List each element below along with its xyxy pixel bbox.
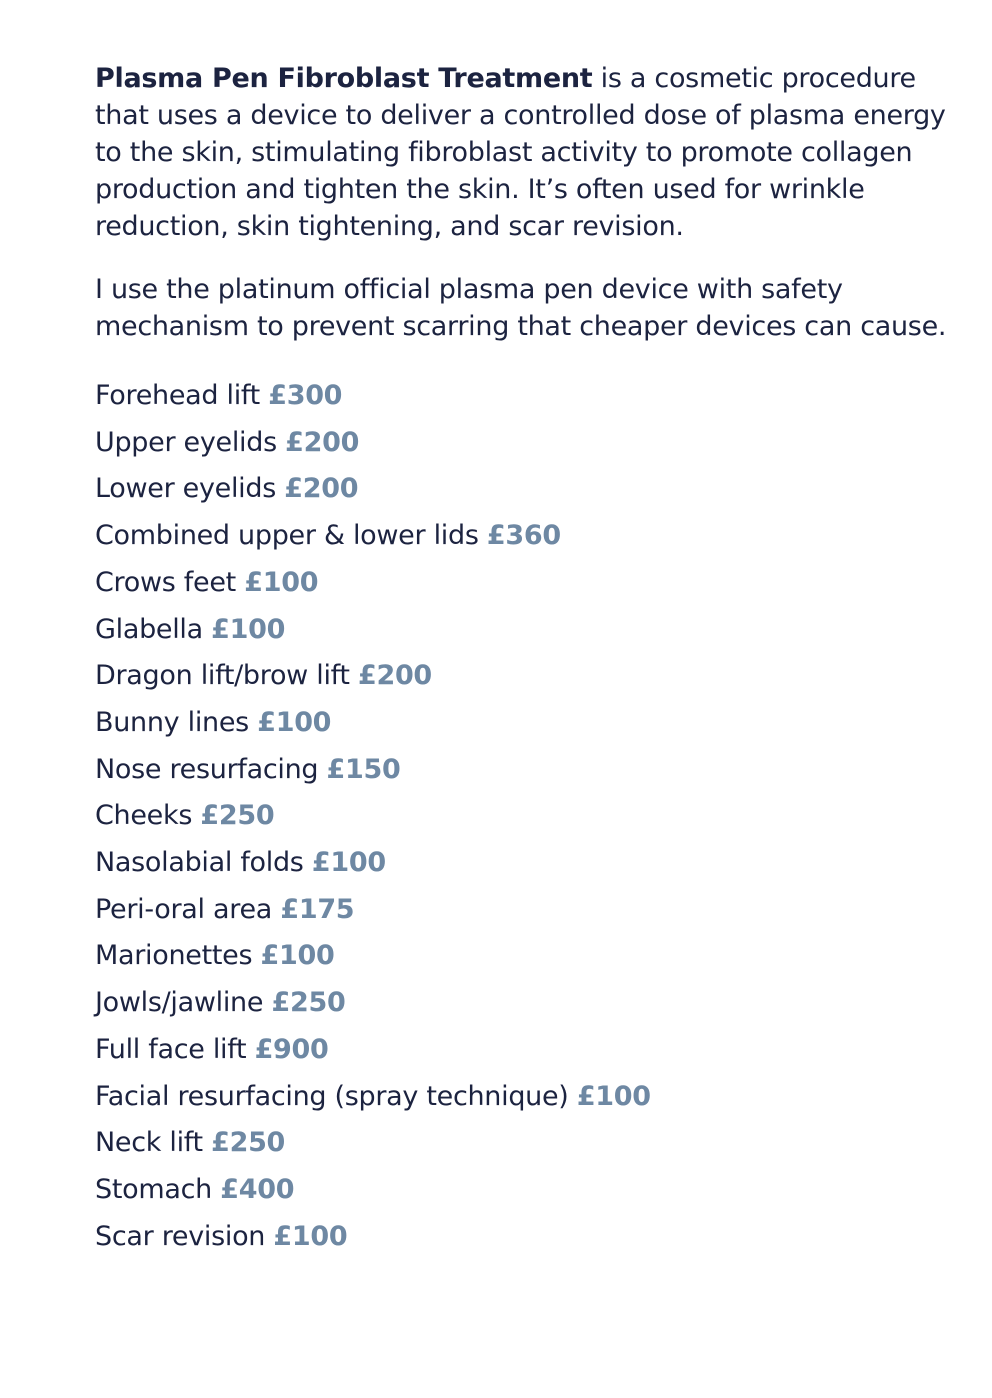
treatment-name: Cheeks [95,800,193,832]
treatment-name: Jowls/jawline [95,987,264,1019]
treatment-name: Dragon lift/brow lift [95,660,350,692]
treatment-price: £175 [280,893,355,925]
treatment-price: £250 [211,1127,286,1159]
price-list-item [95,747,955,794]
price-list-item [95,840,955,887]
price-list-item [95,700,955,747]
treatment-price: £300 [268,380,343,411]
treatment-price: £100 [244,566,319,598]
treatment-price: £200 [284,473,359,505]
treatment-price: £200 [285,426,360,458]
price-list-item [95,1120,955,1167]
price-list-item [95,1027,955,1074]
treatment-name: Lower eyelids [95,473,276,505]
price-list-item [95,560,955,607]
price-list [95,373,955,1260]
treatment-name: Upper eyelids [95,426,277,458]
treatment-price: £100 [576,1080,651,1112]
price-list-item [95,1167,955,1214]
document-page [95,60,955,1260]
treatment-price: £900 [254,1033,329,1065]
intro-body: is a cosmetic procedure that uses a device to deliver a controlled dose of plasma energy to the skin, stimulating fibroblast activity to promote collagen production and tighten the skin. It’s often used for wrinkle reduction, skin tightening, and scar revision. [95,63,946,242]
treatment-name: Scar revision [95,1220,266,1252]
treatment-name: Nose resurfacing [95,753,319,785]
treatment-name: Nasolabial folds [95,847,304,879]
treatment-price: £360 [486,520,561,552]
price-list-item [95,1214,955,1261]
price-list-item [95,513,955,560]
treatment-name: Stomach [95,1173,212,1205]
treatment-price: £250 [271,987,346,1019]
price-list-item [95,933,955,980]
treatment-name: Full face lift [95,1033,247,1065]
treatment-price: £100 [273,1220,348,1252]
treatment-name: Peri-oral area [95,893,273,925]
treatment-price: £150 [326,753,401,785]
price-list-item [95,373,955,420]
treatment-price: £400 [220,1173,295,1205]
treatment-price: £100 [211,613,286,645]
treatment-name: Glabella [95,613,203,645]
price-list-item [95,887,955,934]
treatment-price: £100 [257,706,332,738]
treatment-title: Plasma Pen Fibroblast Treatment [95,63,593,94]
price-list-item [95,420,955,467]
treatment-name: Marionettes [95,940,253,972]
device-note: I use the platinum official plasma pen device with safety mechanism to prevent scarring that cheaper devices can cause. [95,274,947,342]
intro-paragraph [95,60,955,245]
treatment-price: £100 [311,847,386,879]
price-list-item [95,1074,955,1121]
price-list-item [95,793,955,840]
treatment-price: £100 [260,940,335,972]
treatment-name: Facial resurfacing (spray technique) [95,1080,569,1112]
price-list-item [95,980,955,1027]
treatment-name: Bunny lines [95,706,249,738]
treatment-price: £250 [200,800,275,832]
treatment-name: Neck lift [95,1127,203,1159]
price-list-item [95,607,955,654]
price-list-item [95,466,955,513]
treatment-name: Crows feet [95,566,236,598]
price-list-item [95,653,955,700]
treatment-name: Forehead lift [95,380,260,411]
treatment-price: £200 [357,660,432,692]
treatment-name: Combined upper & lower lids [95,520,479,552]
